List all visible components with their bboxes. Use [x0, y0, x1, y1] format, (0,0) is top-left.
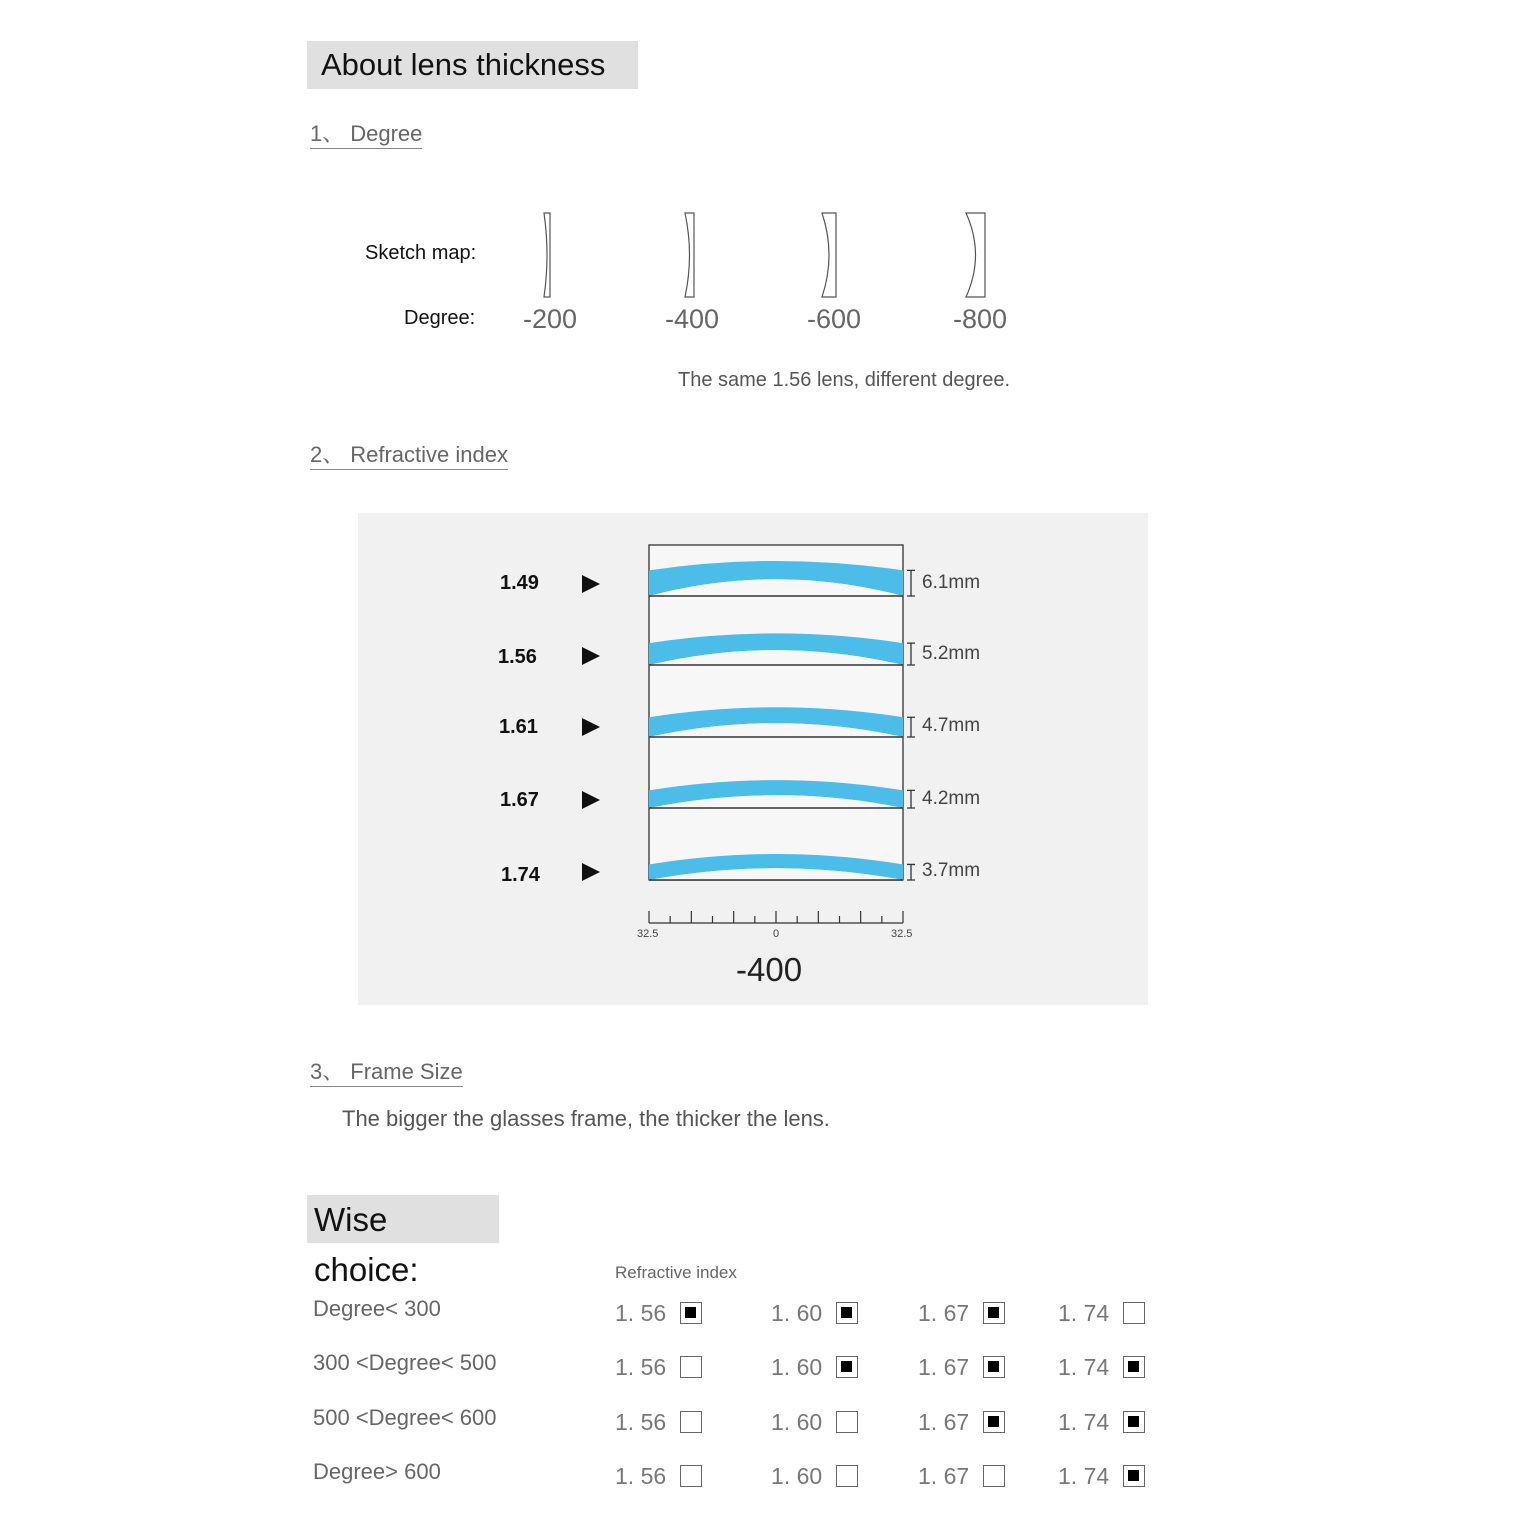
refractive-option — [615, 1352, 702, 1378]
arrow-right-icon — [582, 791, 600, 809]
lens-sketch-600 — [822, 213, 836, 297]
checked-box-icon — [1123, 1465, 1145, 1487]
refractive-option — [918, 1461, 1005, 1487]
frame-size-text: The bigger the glasses frame, the thicker the lens. — [342, 1106, 830, 1131]
section-title-text: Refractive index — [350, 442, 508, 467]
degree-label: Degree: — [404, 307, 476, 329]
refractive-index-column-header: Refractive index — [615, 1263, 737, 1282]
degree-range-label: 300 <Degree< 500 — [313, 1350, 497, 1375]
refractive-option-value: 1. 74 — [1058, 1299, 1110, 1326]
sketch-map-label: Sketch map: — [365, 242, 477, 264]
refractive-option-value: 1. 67 — [918, 1299, 970, 1326]
section-number: 1、 — [310, 121, 345, 146]
section-refractive-title — [310, 442, 508, 470]
degree-range-label: 500 <Degree< 600 — [313, 1405, 497, 1430]
lens-thickness-chart — [358, 513, 1148, 1005]
checked-box-icon — [983, 1356, 1005, 1378]
panel-degree-value: -400 — [736, 951, 803, 988]
unchecked-box-icon — [680, 1411, 702, 1433]
degree-caption: The same 1.56 lens, different degree. — [678, 369, 1011, 391]
scale-label-left: 32.5 — [637, 928, 659, 940]
index-label: 1.61 — [499, 716, 538, 738]
degree-range-label: Degree< 300 — [313, 1296, 441, 1321]
checked-box-icon — [836, 1356, 858, 1378]
refractive-option-value: 1. 56 — [615, 1408, 667, 1435]
scale-label-center: 0 — [773, 928, 780, 940]
unchecked-box-icon — [836, 1465, 858, 1487]
refractive-option — [615, 1461, 702, 1487]
section-title-text: Degree — [350, 121, 423, 146]
refractive-index-panel — [358, 513, 1148, 1005]
scale-label-right: 32.5 — [891, 928, 913, 940]
refractive-option — [771, 1407, 858, 1433]
refractive-option — [771, 1352, 858, 1378]
unchecked-box-icon — [983, 1465, 1005, 1487]
thickness-label: 4.7mm — [922, 715, 981, 736]
refractive-option-value: 1. 60 — [771, 1408, 823, 1435]
thickness-label: 6.1mm — [922, 572, 981, 593]
section-degree-title — [310, 121, 422, 149]
refractive-option — [1058, 1298, 1145, 1324]
scale-ruler — [649, 911, 903, 923]
checked-box-icon — [836, 1302, 858, 1324]
thickness-bracket — [907, 570, 915, 596]
section-title-text: Frame Size — [350, 1059, 463, 1084]
refractive-option-value: 1. 60 — [771, 1299, 823, 1326]
arrow-right-icon — [582, 647, 600, 665]
degree-range-label: Degree> 600 — [313, 1459, 441, 1484]
refractive-option-value: 1. 56 — [615, 1462, 667, 1489]
refractive-option — [1058, 1352, 1145, 1378]
refractive-option-value: 1. 67 — [918, 1462, 970, 1489]
degree-value-400: -400 — [664, 304, 720, 334]
index-label: 1.49 — [500, 572, 539, 594]
arrow-right-icon — [582, 718, 600, 736]
refractive-option-value: 1. 60 — [771, 1353, 823, 1380]
unchecked-box-icon — [1123, 1302, 1145, 1324]
refractive-option-value: 1. 60 — [771, 1462, 823, 1489]
checked-box-icon — [1123, 1411, 1145, 1433]
thickness-bracket — [907, 864, 915, 880]
thickness-label: 4.2mm — [922, 788, 981, 809]
refractive-option — [615, 1298, 702, 1324]
checked-box-icon — [1123, 1356, 1145, 1378]
degree-value-800: -800 — [952, 304, 1008, 334]
arrow-right-icon — [582, 863, 600, 881]
section-number: 3、 — [310, 1059, 345, 1084]
index-label: 1.56 — [498, 646, 537, 668]
refractive-option — [918, 1298, 1005, 1324]
degree-value-600: -600 — [806, 304, 862, 334]
refractive-option-value: 1. 74 — [1058, 1353, 1110, 1380]
section-frame-title — [310, 1059, 463, 1087]
thickness-label: 5.2mm — [922, 643, 981, 664]
checked-box-icon — [680, 1302, 702, 1324]
checked-box-icon — [983, 1302, 1005, 1324]
refractive-option — [771, 1298, 858, 1324]
refractive-option-value: 1. 67 — [918, 1408, 970, 1435]
unchecked-box-icon — [680, 1356, 702, 1378]
checked-box-icon — [983, 1411, 1005, 1433]
lens-sketch-400 — [685, 213, 694, 297]
refractive-option-value: 1. 74 — [1058, 1462, 1110, 1489]
refractive-option-value: 1. 56 — [615, 1353, 667, 1380]
index-label: 1.67 — [500, 789, 539, 811]
refractive-option-value: 1. 74 — [1058, 1408, 1110, 1435]
unchecked-box-icon — [680, 1465, 702, 1487]
refractive-option-value: 1. 67 — [918, 1353, 970, 1380]
degree-value-200: -200 — [522, 304, 578, 334]
refractive-option — [771, 1461, 858, 1487]
lens-sketch-diagram — [520, 205, 1020, 305]
section-number: 2、 — [310, 442, 345, 467]
lens-sketch-200 — [544, 213, 550, 297]
refractive-option — [615, 1407, 702, 1433]
thickness-bracket — [907, 790, 915, 808]
index-label: 1.74 — [501, 864, 540, 886]
thickness-bracket — [907, 717, 915, 737]
refractive-option — [1058, 1407, 1145, 1433]
wise-choice-heading: Wise choice: — [307, 1195, 499, 1243]
unchecked-box-icon — [836, 1411, 858, 1433]
thickness-bracket — [907, 643, 915, 665]
refractive-option — [1058, 1461, 1145, 1487]
lens-sketch-800 — [966, 213, 985, 297]
refractive-option-value: 1. 56 — [615, 1299, 667, 1326]
page-title: About lens thickness — [307, 41, 638, 89]
thickness-label: 3.7mm — [922, 860, 981, 881]
arrow-right-icon — [582, 575, 600, 593]
refractive-option — [918, 1352, 1005, 1378]
refractive-option — [918, 1407, 1005, 1433]
